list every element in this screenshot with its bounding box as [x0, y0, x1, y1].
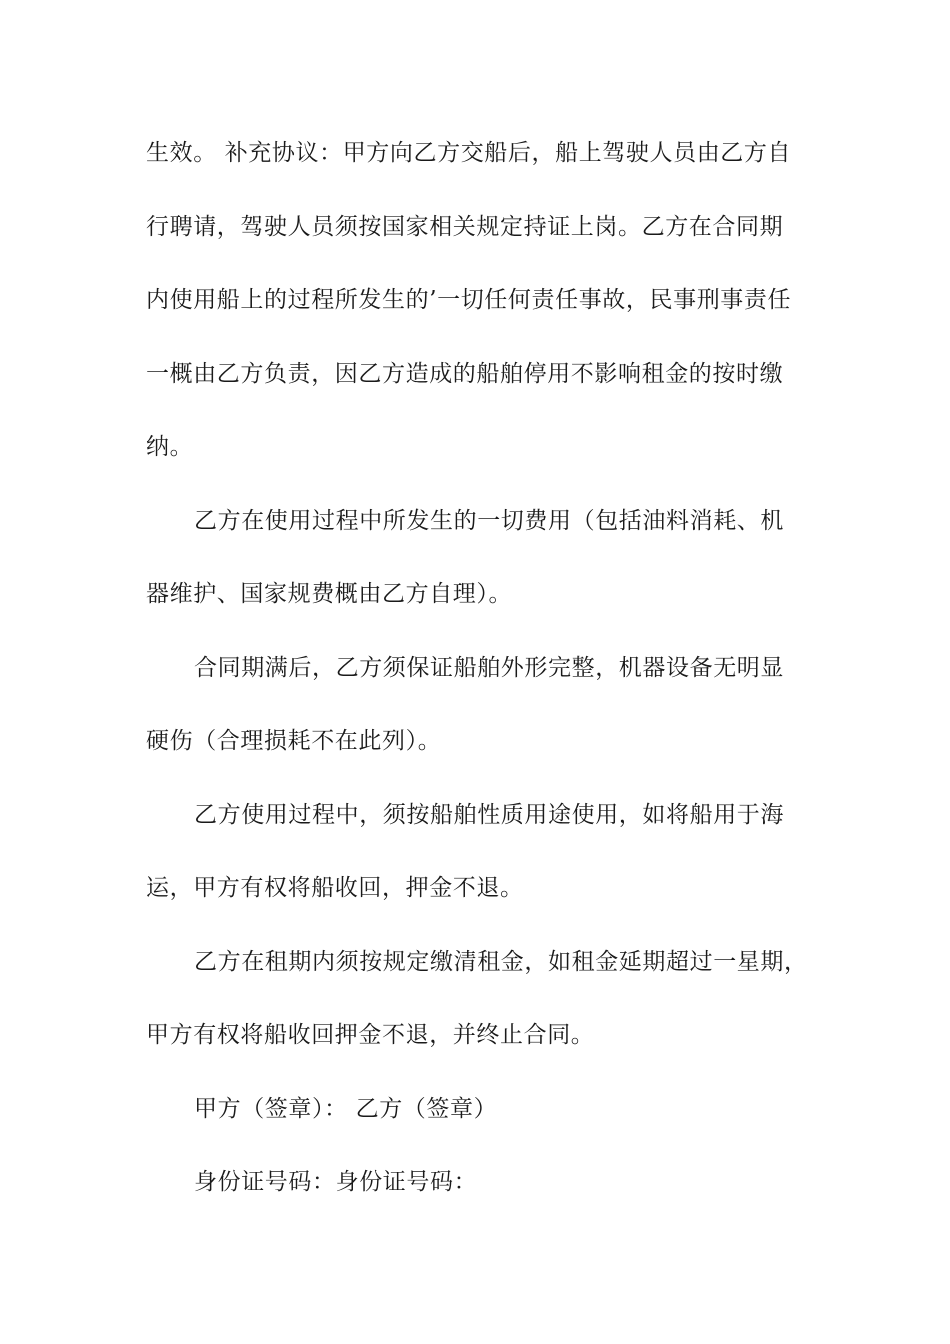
text-line: 甲方有权将船收回押金不退，并终止合同。 [146, 1022, 595, 1048]
text-line: 乙方使用过程中，须按船舶性质用途使用，如将船用于海 [194, 801, 784, 828]
text-line: 器维护、国家规费概由乙方自理）。 [146, 581, 513, 607]
text-line: 生效。 补充协议：甲方向乙方交船后，船上驾驶人员由乙方自 [146, 140, 792, 166]
text-line: 运，甲方有权将船收回，押金不退。 [146, 875, 524, 901]
text-line: 一概由乙方负责，因乙方造成的船舶停用不影响租金的按时缴 [146, 360, 784, 387]
signature-line: 甲方（签章）： 乙方（签章） [194, 1095, 498, 1122]
text-line: 乙方在租期内须按规定缴清租金，如租金延期超过一星期， [194, 948, 808, 975]
id-number-line: 身份证号码：身份证号码： [194, 1169, 478, 1195]
text-line: 乙方在使用过程中所发生的一切费用（包括油料消耗、机 [194, 507, 784, 534]
text-line: 合同期满后，乙方须保证船舶外形完整，机器设备无明显 [194, 654, 784, 681]
document-page [146, 125, 816, 1228]
text-line: 硬伤（合理损耗不在此列）。 [146, 728, 442, 754]
text-line: 内使用船上的过程所发生的’一切任何责任事故，民事刑事责任 [146, 287, 792, 313]
text-line: 纳。 [146, 434, 194, 460]
text-line: 行聘请，驾驶人员须按国家相关规定持证上岗。乙方在合同期 [146, 213, 784, 240]
